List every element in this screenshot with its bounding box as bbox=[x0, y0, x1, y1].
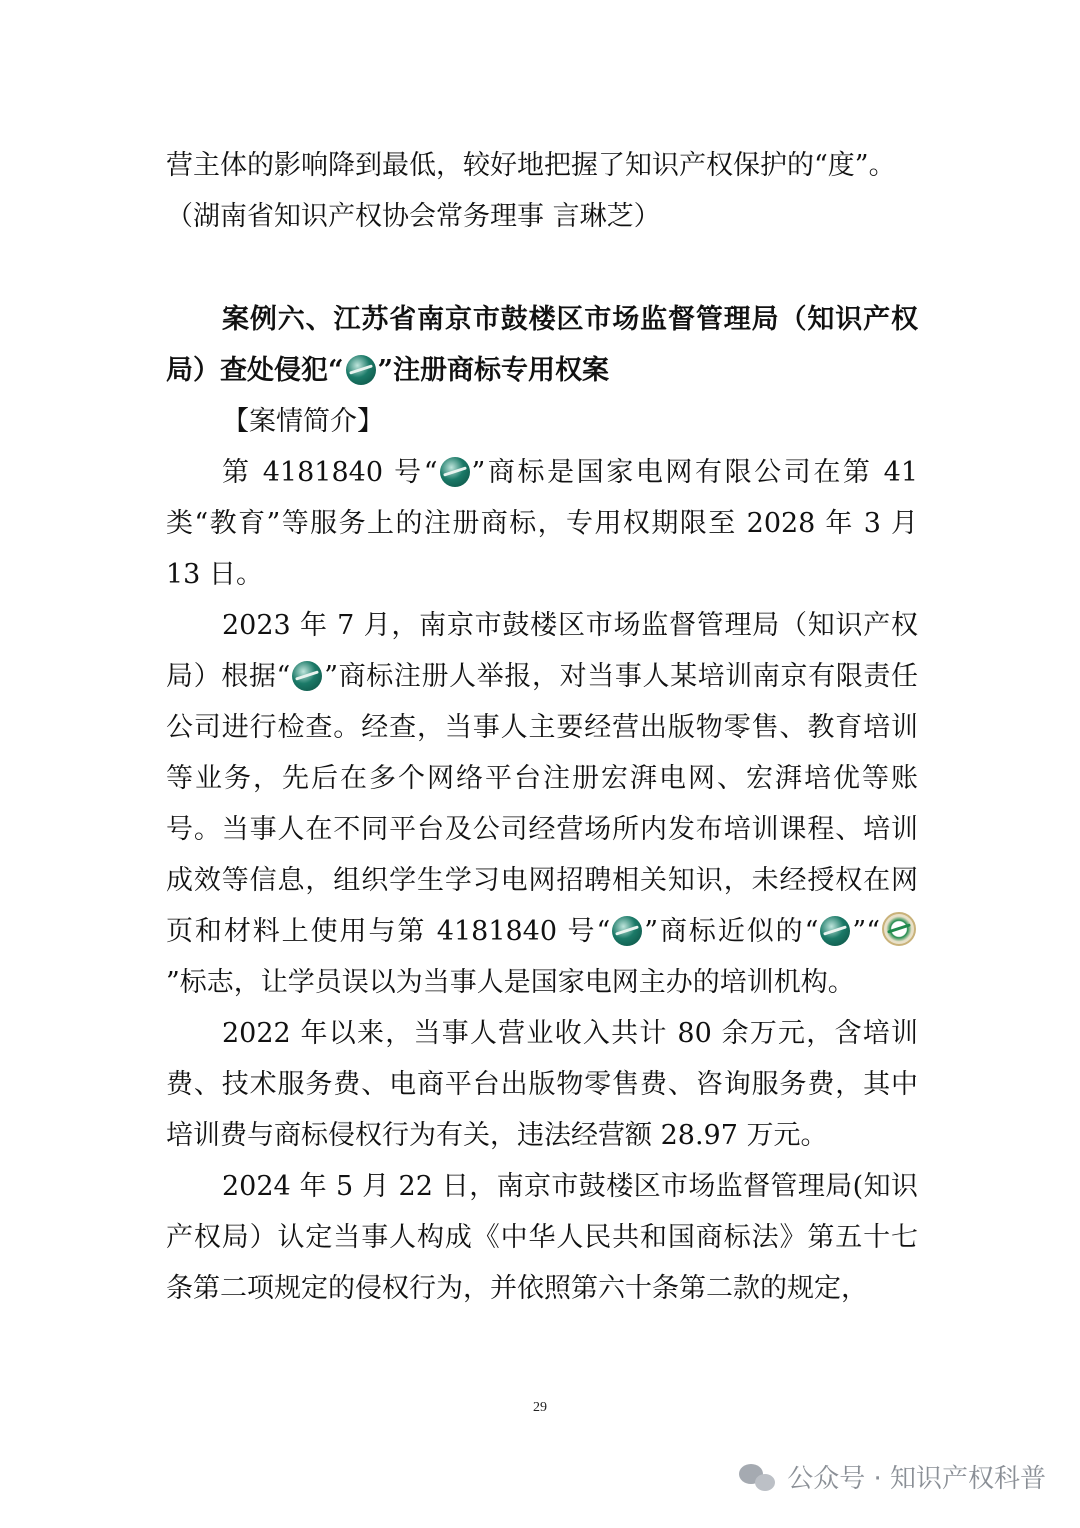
state-grid-logo-icon bbox=[292, 661, 322, 691]
state-grid-logo-icon bbox=[346, 355, 376, 385]
paragraph-investigation: 2023 年 7 月，南京市鼓楼区市场监督管理局（知识产权局）根据“ ”商标注册人举报，对当事人某培训南京有限责任公司进行检查。经查，当事人主要经营出版物零售、教育培训等业务，先后在多个网络平台注册宏湃电网、宏湃培优等账号。当事人在不同平台及公司经营场所内发布培训课程、培训成效等信息，组织学生学习电网招聘相关知识，未经授权在网页和材料上使用与第 4181840 号“ ”商标近似的“ ”“”标志，让学员误以为当事人是国家电网主办的培训机构。 bbox=[166, 610, 918, 998]
watermark-text: 公众号 · 知识产权科普 bbox=[787, 1464, 1046, 1494]
document-body bbox=[166, 140, 918, 1314]
paragraph-revenue: 2022 年以来，当事人营业收入共计 80 余万元，含培训费、技术服务费、电商平台出版物零售费、咨询服务费，其中培训费与商标侵权行为有关，违法经营额 28.97 万元。 bbox=[166, 1018, 918, 1151]
case-heading: 案例六、江苏省南京市鼓楼区市场监督管理局（知识产权局）查处侵犯“ ”注册商标专用权案 bbox=[166, 304, 918, 386]
watermark bbox=[739, 1458, 1046, 1495]
training-seal-logo-icon bbox=[882, 912, 916, 946]
paragraph-author: （湖南省知识产权协会常务理事 言琳芝） bbox=[166, 201, 661, 232]
state-grid-logo-icon bbox=[612, 916, 642, 946]
state-grid-logo-icon bbox=[440, 457, 470, 487]
page-number: 29 bbox=[533, 1400, 547, 1415]
paragraph-trademark: 第 4181840 号“ ”商标是国家电网有限公司在第 41 类“教育”等服务上的注册商标，专用权期限至 2028 年 3 月 13 日。 bbox=[166, 457, 918, 590]
similar-globe-logo-icon bbox=[820, 916, 850, 946]
wechat-icon bbox=[739, 1462, 777, 1492]
paragraph-ruling: 2024 年 5 月 22 日，南京市鼓楼区市场监督管理局(知识产权局）认定当事人构成《中华人民共和国商标法》第五十七条第二项规定的侵权行为，并依照第六十条第二款的规定， bbox=[166, 1171, 918, 1304]
section-title: 【案情简介】 bbox=[222, 406, 384, 437]
paragraph-conclusion: 营主体的影响降到最低，较好地把握了知识产权保护的“度”。 bbox=[166, 150, 896, 181]
